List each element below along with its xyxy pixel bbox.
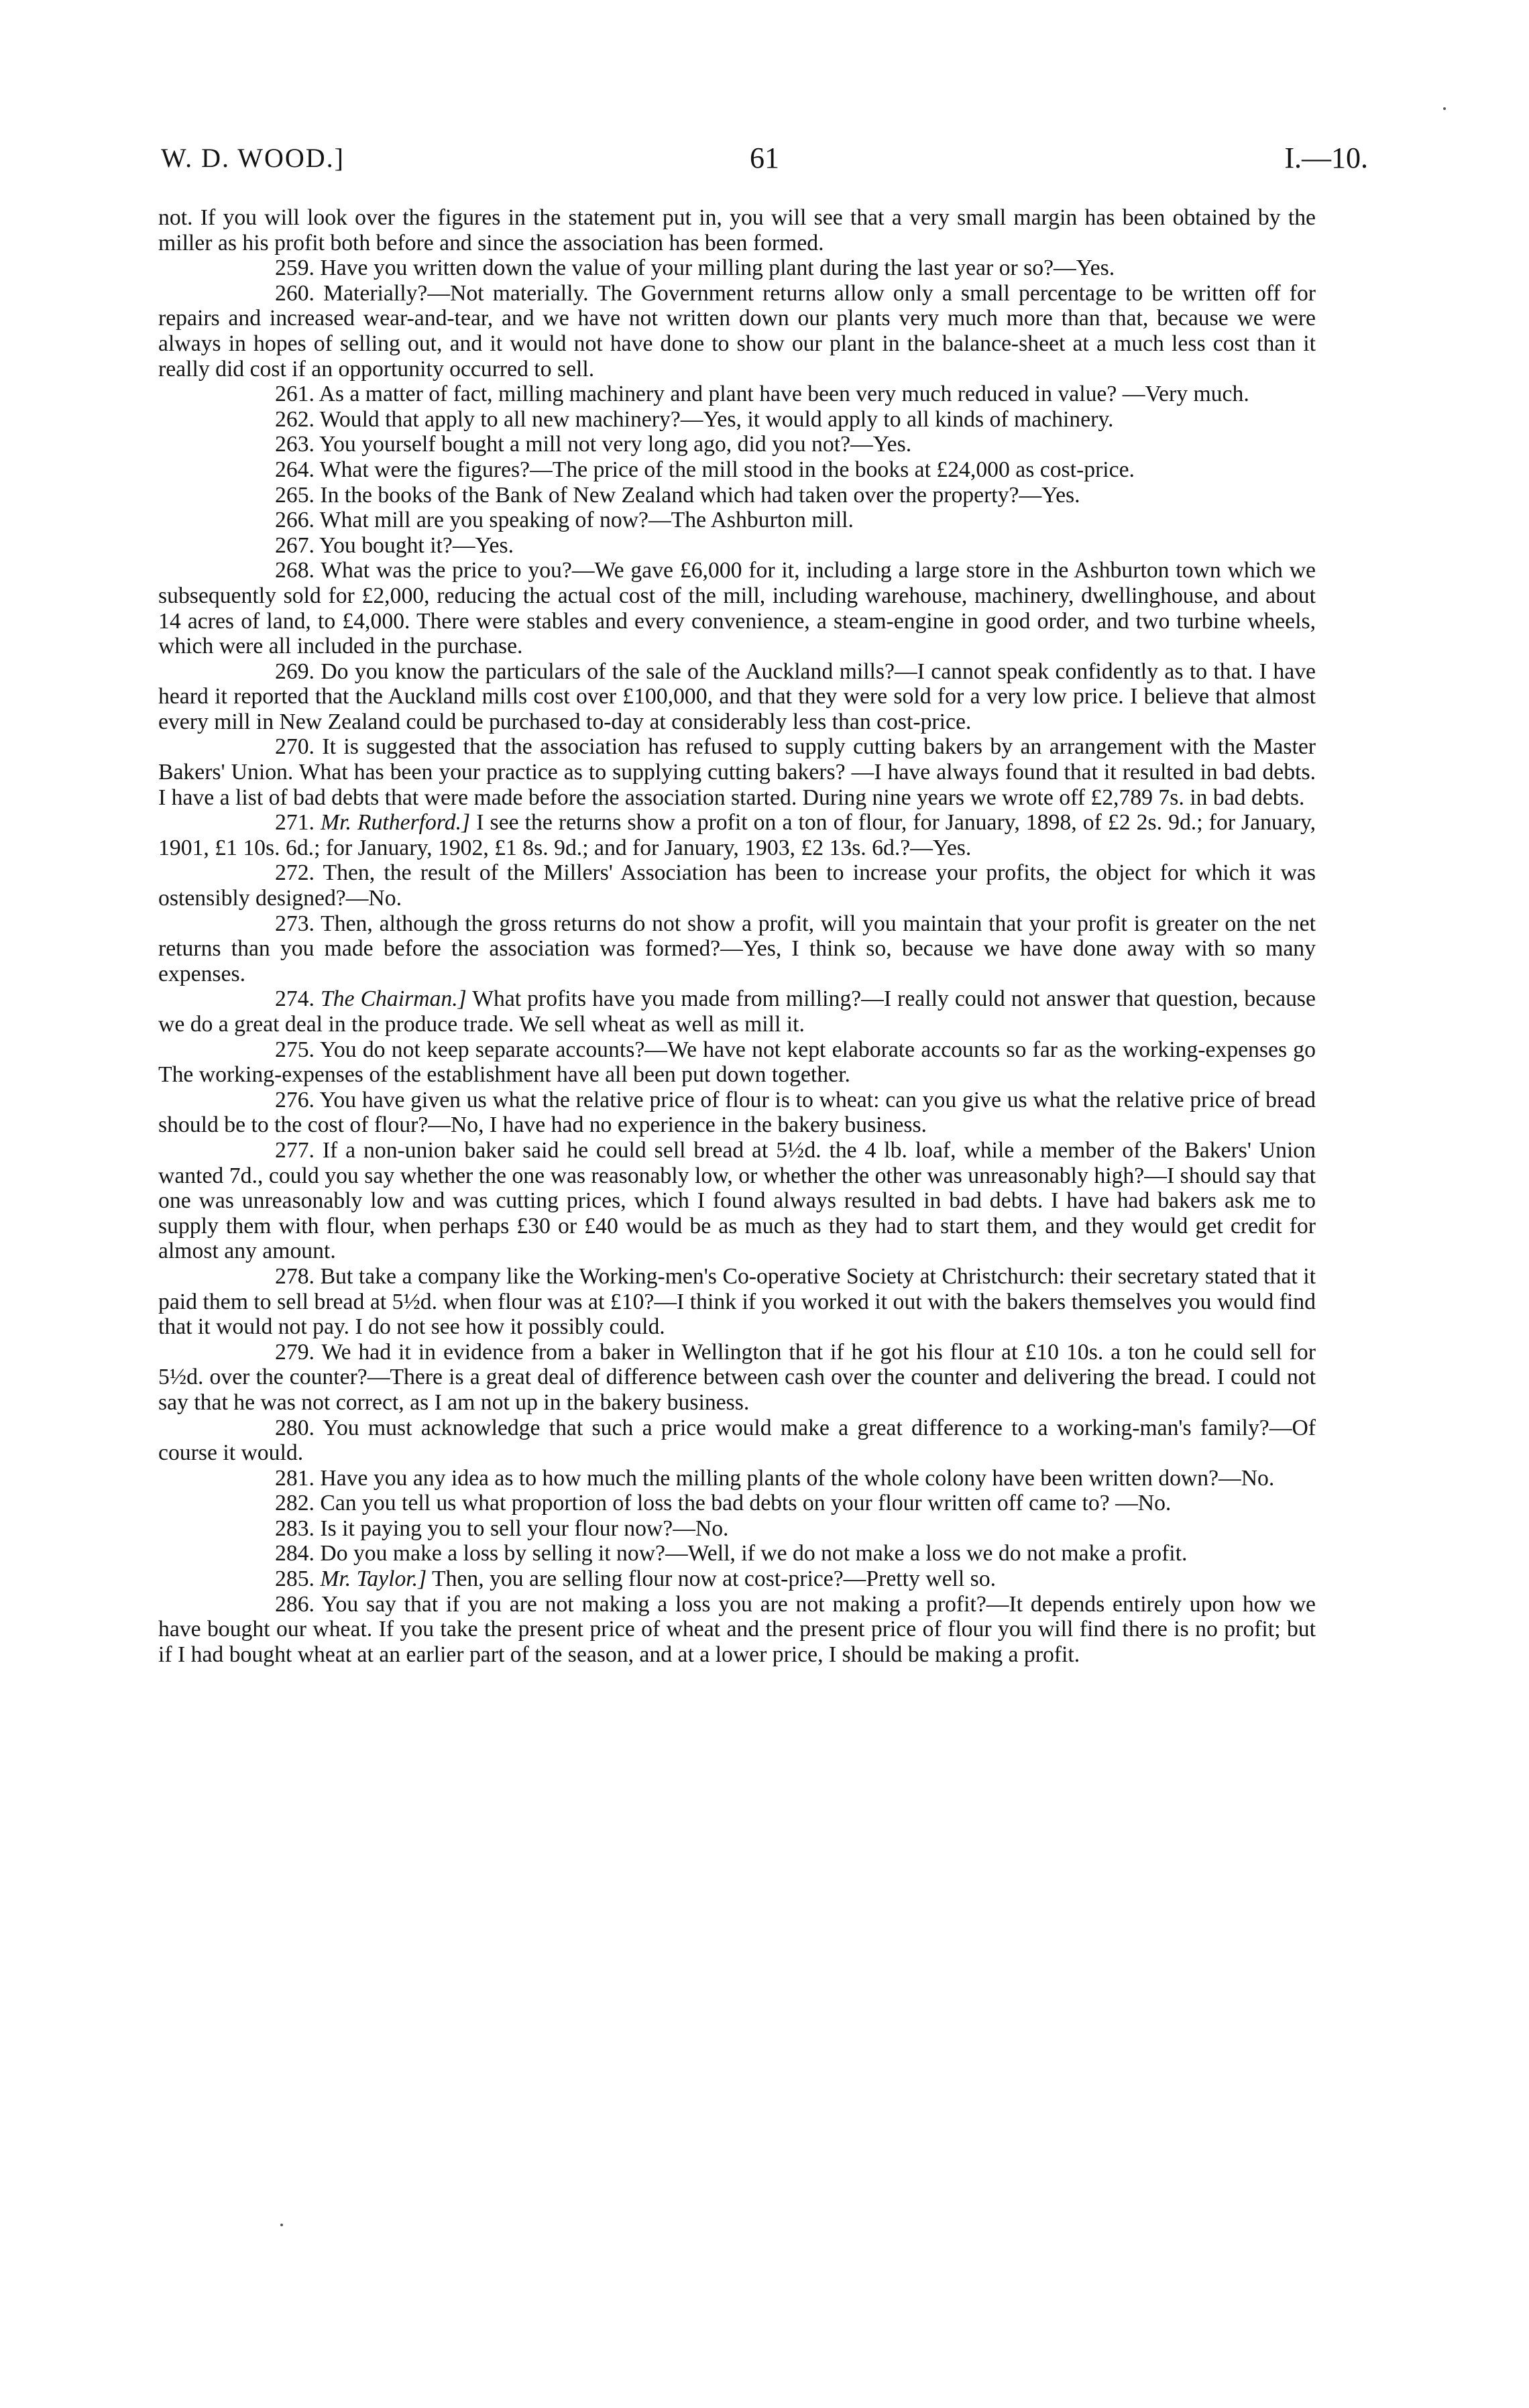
- question-paragraph: [158, 1340, 1316, 1416]
- question-number: 261.: [275, 382, 315, 407]
- paragraph-text: You have given us what the relative price of flour is to wheat: can you give us what the relative price of bread should be to the cost of flour?—No, I have had no experience in the bakery business.: [158, 1087, 1316, 1138]
- question-number: 282.: [275, 1491, 315, 1516]
- question-number: 278.: [275, 1263, 315, 1289]
- question-number: 265.: [275, 482, 315, 508]
- paragraph-text: What was the price to you?—We gave £6,000 for it, including a large store in the Ashburton town which we subsequently sold for £2,000, reducing the actual cost of the mill, including warehouse, machinery, dwellinghouse, and about 14 acres of land, to £4,000. There were stables and every convenience, a steam-engine in good order, and two turbine wheels, which were all included in the purchase.: [158, 558, 1316, 659]
- question-paragraph: [158, 1541, 1316, 1566]
- question-number: 268.: [275, 558, 315, 583]
- question-paragraph: [158, 432, 1316, 457]
- question-paragraph: [158, 1138, 1316, 1264]
- question-number: 280.: [275, 1415, 315, 1440]
- question-paragraph: [158, 1416, 1316, 1466]
- paragraph-text: You must acknowledge that such a price would make a great difference to a working-man's family?—Of course it would.: [158, 1415, 1316, 1466]
- speaker-name: The Chairman.]: [321, 986, 467, 1012]
- question-paragraph: [158, 1592, 1316, 1668]
- question-paragraph: [158, 734, 1316, 810]
- page-header: [161, 138, 1368, 178]
- question-number: 269.: [275, 658, 315, 684]
- question-paragraph: [158, 986, 1316, 1037]
- paragraph-text: Would that apply to all new machinery?—Yes, it would apply to all kinds of machinery.: [319, 406, 1114, 432]
- question-paragraph: [158, 281, 1316, 382]
- paragraph-text: Then, you are selling flour now at cost-price?—Pretty well so.: [432, 1566, 997, 1592]
- paragraph-text: Have you any idea as to how much the milling plants of the whole colony have been written down?—No.: [320, 1465, 1275, 1491]
- paragraph-text: If a non-union baker said he could sell bread at 5½d. the 4 lb. loaf, while a member of the Bakers' Union wanted 7d., could you say whether the one was reasonably low, or whether the other was unreasonably high?—I should say that one was unreasonably low and was cutting prices, which I found always resulted in bad debts. I have had bakers ask me to supply them with flour, when perhaps £30 or £40 would be as much as they had to start them, and they would get credit for almost any amount.: [158, 1137, 1316, 1264]
- question-paragraph: [158, 533, 1316, 559]
- paragraph-text: Can you tell us what proportion of loss the bad debts on your flour written off came to? —No.: [320, 1491, 1172, 1516]
- paragraph-text: Is it paying you to sell your flour now?—No.: [320, 1515, 729, 1541]
- question-number: 285.: [275, 1566, 315, 1592]
- question-number: 259.: [275, 255, 315, 281]
- question-paragraph: [158, 508, 1316, 533]
- question-paragraph: [158, 860, 1316, 911]
- question-paragraph: [158, 382, 1316, 407]
- evidence-transcript: [158, 205, 1316, 1667]
- paragraph-text: You bought it?—Yes.: [319, 532, 514, 558]
- question-paragraph: [158, 1566, 1316, 1592]
- question-paragraph: [158, 1466, 1316, 1491]
- question-paragraph: [158, 810, 1316, 860]
- question-paragraph: [158, 1491, 1316, 1516]
- paragraph-text: What were the figures?—The price of the mill stood in the books at £24,000 as cost-price.: [319, 457, 1135, 482]
- question-number: 275.: [275, 1037, 315, 1062]
- paragraph-text: Materially?—Not materially. The Government returns allow only a small percentage to be written off for repairs and increased wear-and-tear, and we have not written down our plants very much more than that, because we were always in hopes of selling out, and it would not have done to show our plant in the balance-sheet at a much less cost than it really did cost if an opportunity occurred to sell.: [158, 280, 1316, 382]
- paragraph-text: not. If you will look over the figures in the statement put in, you will see that a very small margin has been obtained by the miller as his profit both before and since the association has been formed.: [158, 205, 1316, 255]
- document-reference: I.—10.: [1284, 141, 1368, 174]
- question-number: 270.: [275, 734, 315, 760]
- question-number: 264.: [275, 457, 315, 482]
- question-number: 262.: [275, 406, 315, 432]
- paragraph-text: Then, although the gross returns do not show a profit, will you maintain that your profit is greater on the net returns than you made before the association was formed?—Yes, I think so, because we have done away with so many expenses.: [158, 911, 1316, 986]
- paragraph-text: You do not keep separate accounts?—We have not kept elaborate accounts so far as the working-expenses go The working-expenses of the establishment have all been put down together.: [158, 1037, 1316, 1088]
- question-number: 277.: [275, 1137, 315, 1163]
- scan-speck: [280, 2224, 283, 2226]
- header-witness: W. D. WOOD.]: [161, 143, 345, 173]
- paragraph-text: I see the returns show a profit on a ton of flour, for January, 1898, of £2 2s. 9d.; for January, 1901, £1 10s. 6d.; for January, 1902, £1 8s. 9d.; and for January, 1903, £2 13s. 6d.?—Yes.: [158, 810, 1316, 860]
- question-number: 260.: [275, 280, 315, 306]
- question-number: 284.: [275, 1541, 315, 1566]
- question-paragraph: [158, 255, 1316, 281]
- question-paragraph: [158, 1264, 1316, 1340]
- speaker-name: Mr. Rutherford.]: [321, 810, 471, 836]
- paragraph-text: You say that if you are not making a loss you are not making a profit?—It depends entirely upon how we have bought our wheat. If you take the present price of wheat and the present price of flour you will find there is no profit; but if I had bought wheat at an earlier part of the season, and at a lower price, I should be making a profit.: [158, 1591, 1316, 1667]
- question-paragraph: [158, 659, 1316, 735]
- question-number: 273.: [275, 911, 315, 936]
- question-paragraph: [158, 407, 1316, 433]
- paragraph-text: It is suggested that the association has refused to supply cutting bakers by an arrangement with the Master Bakers' Union. What has been your practice as to supplying cutting bakers? —I have always found that it resulted in bad debts. I have a list of bad debts that were made before the association started. During nine years we wrote off £2,789 7s. in bad debts.: [158, 734, 1316, 810]
- paragraph-text: As a matter of fact, milling machinery and plant have been very much reduced in value? —Very much.: [319, 382, 1249, 407]
- paragraph-text: But take a company like the Working-men's Co-operative Society at Christchurch: their secretary stated that it paid them to sell bread at 5½d. when flour was at £10?—I think if you worked it out with the bakers themselves you would find that it would not pay. I do not see how it possibly could.: [158, 1263, 1316, 1340]
- paragraph-text: You yourself bought a mill not very long ago, did you not?—Yes.: [319, 432, 912, 457]
- question-number: 266.: [275, 508, 315, 533]
- question-number: 276.: [275, 1087, 315, 1112]
- question-paragraph: [158, 1088, 1316, 1138]
- question-number: 286.: [275, 1591, 315, 1617]
- question-number: 274.: [275, 986, 315, 1012]
- question-number: 281.: [275, 1465, 315, 1491]
- question-paragraph: [158, 483, 1316, 508]
- question-paragraph: [158, 558, 1316, 658]
- question-paragraph: [158, 1037, 1316, 1088]
- paragraph-text: Have you written down the value of your milling plant during the last year or so?—Yes.: [320, 255, 1115, 281]
- question-number: 283.: [275, 1515, 315, 1541]
- paragraph-text: Do you know the particulars of the sale of the Auckland mills?—I cannot speak confidently as to that. I have heard it reported that the Auckland mills cost over £100,000, and that they were sold for a very low price. I believe that almost every mill in New Zealand could be purchased to-day at considerably less than cost-price.: [158, 658, 1316, 734]
- paragraph-text: Do you make a loss by selling it now?—Well, if we do not make a loss we do not make a profit.: [320, 1541, 1188, 1566]
- scan-speck: [1443, 107, 1446, 110]
- question-paragraph: [158, 1516, 1316, 1542]
- continued-paragraph: [158, 205, 1316, 255]
- paragraph-text: Then, the result of the Millers' Association has been to increase your profits, the object for which it was ostensibly designed?—No.: [158, 860, 1316, 911]
- question-paragraph: [158, 911, 1316, 987]
- question-number: 263.: [275, 432, 315, 457]
- question-number: 267.: [275, 532, 315, 558]
- speaker-name: Mr. Taylor.]: [320, 1566, 427, 1592]
- paragraph-text: We had it in evidence from a baker in Wellington that if he got his flour at £10 10s. a ton he could sell for 5½d. over the counter?—There is a great deal of difference between cash over the counter and delivering the bread. I could not say that he was not correct, as I am not up in the bakery business.: [158, 1339, 1316, 1415]
- paragraph-text: In the books of the Bank of New Zealand which had taken over the property?—Yes.: [320, 482, 1080, 508]
- paragraph-text: What profits have you made from milling?—I really could not answer that question, because we do a great deal in the produce trade. We sell wheat as well as mill it.: [158, 986, 1316, 1037]
- question-number: 279.: [275, 1339, 315, 1365]
- question-number: 271.: [275, 810, 315, 836]
- question-paragraph: [158, 457, 1316, 483]
- paragraph-text: What mill are you speaking of now?—The Ashburton mill.: [319, 508, 854, 533]
- question-number: 272.: [275, 860, 315, 886]
- page-number: 61: [750, 141, 779, 174]
